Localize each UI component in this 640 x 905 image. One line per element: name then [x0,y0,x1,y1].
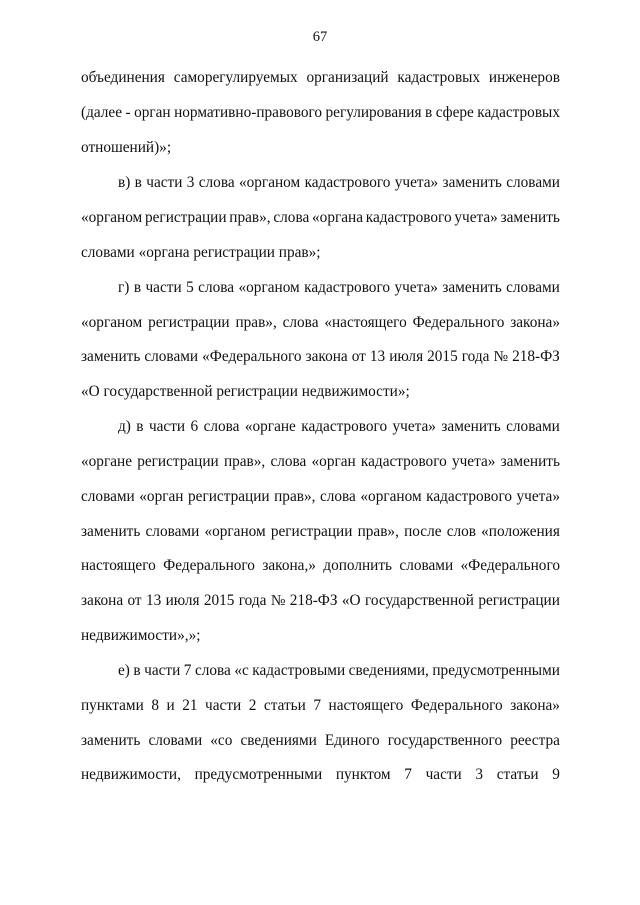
word: заменить [441,418,501,435]
word: «органа [312,209,364,226]
word: 7 [313,697,322,714]
word: 218-ФЗ [289,592,338,609]
word: 2 [248,697,257,714]
word: 2015 [427,348,458,365]
word: прав», [235,314,277,331]
word: предусмотренными [432,662,560,679]
paragraph-line [81,313,560,333]
word: № [270,592,286,609]
paragraph-line [81,452,560,472]
paragraph-line [81,487,560,507]
paragraph-line: отношений)»; [81,139,172,156]
word: заменить [81,523,141,540]
word: года [238,592,267,609]
word: регулирования [325,104,422,121]
word: № [493,348,509,365]
word: в [133,662,141,679]
word: учета» [516,488,560,505]
word: Федерального [410,697,503,714]
word: Федерального [163,557,255,574]
word: регистрации [188,488,270,505]
paragraph-line [81,696,560,716]
paragraph-line: словами «органа регистрации прав»; [81,244,321,261]
word: заменить [81,732,141,749]
word: объединения [81,69,165,86]
word: «с [234,662,249,679]
word: словами [506,174,560,191]
word: 3 [186,174,195,191]
paragraph-line [81,103,560,123]
word: кадастрового [304,279,391,296]
word: «органом [204,523,266,540]
word: заменить [442,174,502,191]
word: прав», [223,453,266,470]
word: словами [144,348,199,365]
word: после [404,523,442,540]
word: части [146,174,183,191]
word: и [166,697,175,714]
word: регистрации [137,453,219,470]
word: заменить [81,348,141,365]
word: «со [210,732,233,749]
word: государственной [364,592,474,609]
word: статьи [496,766,539,783]
word: «Федерального [460,557,560,574]
word: Единого [324,732,380,749]
word: (далее [81,104,123,121]
paragraph-line [118,661,560,681]
word: настоящего [328,697,404,714]
paragraph-line [118,417,560,437]
word: «органом [238,279,300,296]
word: года [461,348,490,365]
word: «органе [244,418,296,435]
word: от [127,592,142,609]
word: сведениями, [348,662,429,679]
word: словами [506,279,560,296]
word: закона» [510,314,560,331]
word: заменить [500,209,560,226]
paragraph-line [81,68,560,88]
word: в [133,279,142,296]
word: статьи [263,697,306,714]
word: в [136,418,144,435]
word: Федерального [412,314,505,331]
paragraph-line [118,278,560,298]
word: кадастрового [301,418,388,435]
word: кадастрового [304,174,391,191]
word: саморегулируемых [173,69,298,86]
paragraph-line [81,208,560,228]
word: в [425,104,433,121]
word: регистрации [144,209,227,226]
word: слова [319,488,356,505]
word: нормативно-правового [174,104,323,121]
word: части [144,662,181,679]
word: кадастровых [477,104,560,121]
word: настоящего [81,557,156,574]
paragraph-line [81,522,560,542]
paragraph-line [81,556,560,576]
word: 7 [404,766,412,783]
word: г) [118,279,130,296]
paragraph-line: недвижимости»,»; [81,627,201,644]
word: словами [399,557,454,574]
word: д) [118,418,131,435]
word: регистрации [478,592,560,609]
word: кадастрового [426,488,512,505]
word: закона» [510,697,560,714]
word: 2015 [203,592,235,609]
word: прав», [229,209,271,226]
word: учета» [392,418,436,435]
word: июля [165,592,200,609]
word: 3 [475,766,484,783]
word: 13 [369,348,386,365]
word: «органе [81,453,132,470]
word: - [125,104,131,121]
word: регистрации [148,314,230,331]
word: части [205,697,242,714]
word: 9 [552,766,560,783]
word: учета» [454,209,498,226]
word: закона [81,592,124,609]
word: прав», [274,488,316,505]
word: части [145,279,182,296]
word: 5 [186,279,194,296]
word: учета» [394,279,438,296]
word: учета» [451,453,496,470]
word: части [425,766,462,783]
word: словами [81,488,135,505]
word: «орган [139,488,184,505]
word: организаций [306,69,389,86]
word: слова [198,279,235,296]
word: сведениями [240,732,317,749]
word: 6 [190,418,199,435]
word: слова [270,453,307,470]
word: 21 [182,697,198,714]
word: е) [118,662,130,679]
word: «органом [360,488,422,505]
word: «орган [311,453,356,470]
word: части [148,418,186,435]
word: «настоящего [324,314,407,331]
word: словами [145,523,200,540]
word: июля [389,348,424,365]
word: сфере [435,104,474,121]
word: орган [134,104,171,121]
word: закона [305,348,348,365]
word: закона,» [262,557,316,574]
paragraph-line [118,173,560,193]
word: пунктом [335,766,391,783]
word: недвижимости, [81,766,181,783]
word: от [351,348,366,365]
word: «органом [238,174,301,191]
word: «органом [81,209,143,226]
word: кадастрового [365,209,452,226]
word: 7 [183,662,192,679]
paragraph-line [81,591,560,611]
word: 8 [151,697,159,714]
word: «О [341,592,361,609]
word: слов [446,523,476,540]
word: регистрации [270,523,353,540]
word: кадастровыми [252,662,346,679]
word: слова [282,314,319,331]
word: словами [506,418,560,435]
word: «положения [481,523,560,540]
word: слова [203,418,240,435]
word: «Федерального [202,348,302,365]
word: слова [198,174,235,191]
word: 218-ФЗ [512,348,560,365]
paragraph-line [81,765,560,785]
paragraph-line [81,731,560,751]
paragraph-line: «О государственной регистрации недвижимости»; [81,383,410,400]
page-number: 67 [312,29,328,45]
word: в [134,174,142,191]
word: слова [194,662,231,679]
word: 13 [145,592,162,609]
word: инженеров [488,69,560,86]
word: кадастровых [397,69,481,86]
word: кадастрового [360,453,447,470]
word: пунктами [81,697,144,714]
word: в) [118,174,131,191]
word: слова [273,209,310,226]
word: реестра [510,732,560,749]
word: заменить [442,279,502,296]
word: государственного [387,732,503,749]
word: «органом [81,314,143,331]
word: словами [148,732,203,749]
word: заменить [500,453,560,470]
word: учета» [394,174,439,191]
paragraph-line [81,347,560,367]
word: дополнить [323,557,393,574]
word: предусмотренными [194,766,323,783]
word: прав», [357,523,399,540]
